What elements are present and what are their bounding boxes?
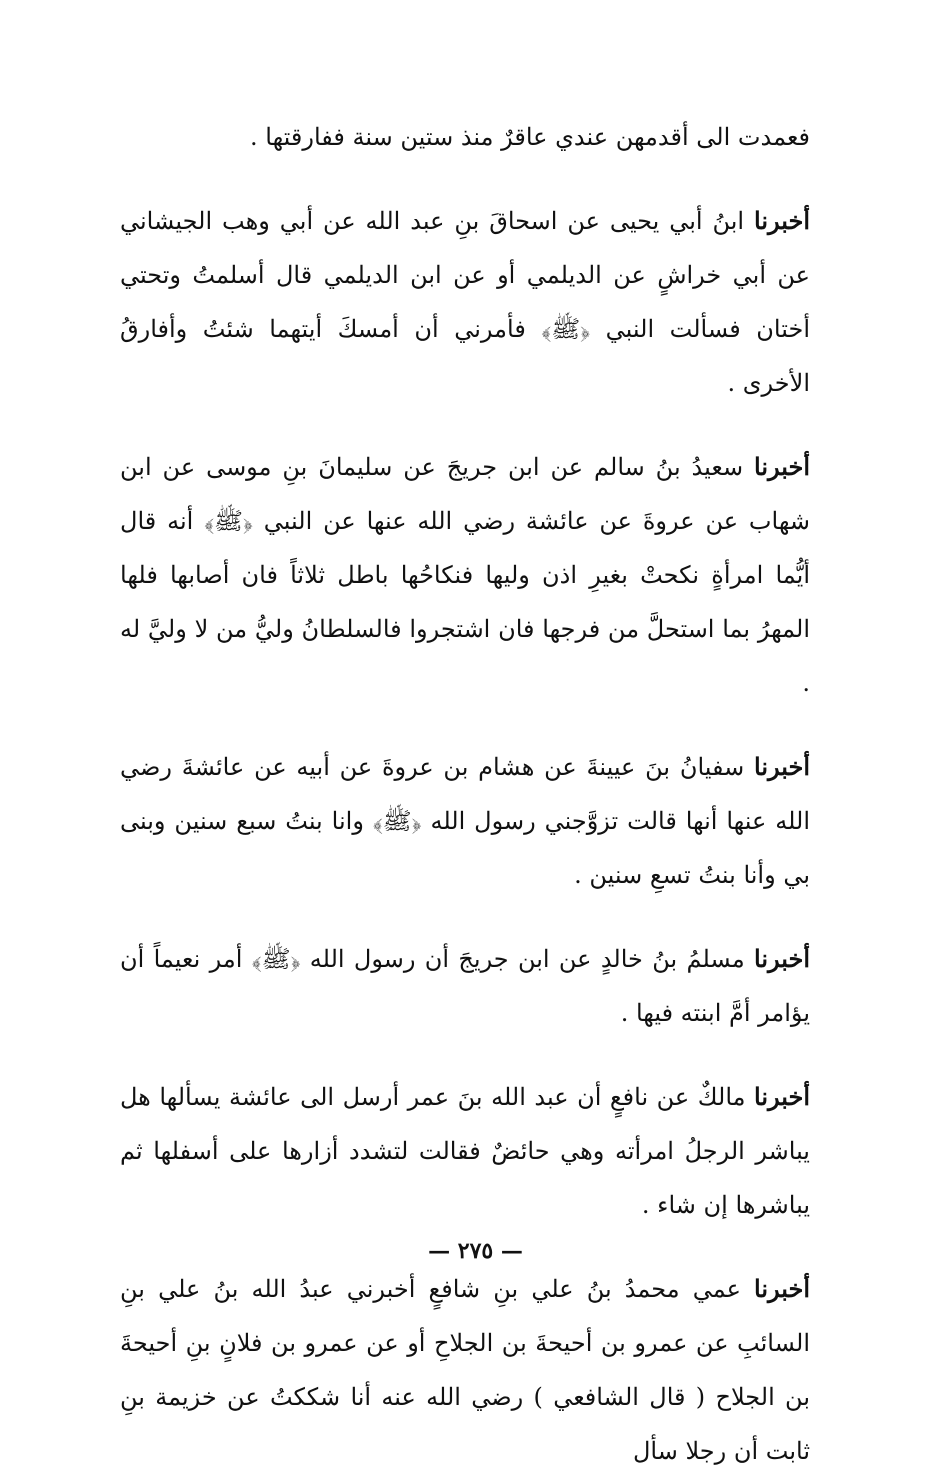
paragraph-lead: أخبرنا (754, 1274, 810, 1303)
paragraph-text: عمي محمدُ بنُ علي بنِ شافعٍ أخبرني عبدُ الله بنُ علي بنِ السائبِ عن عمرو بن أحيحةَ بن الجلاحِ أو عن عمرو بن فلانٍ بنِ أحيحةَ بن الجلاح ( قال الشافعي ) رضي الله عنه أنا شككتُ عن خزيمة بنِ ثابت أن رجلا سأل (120, 1275, 810, 1465)
paragraph (120, 1262, 810, 1478)
paragraph (120, 1070, 810, 1232)
paragraph-lead: أخبرنا (754, 206, 810, 235)
paragraph-text: مالكٌ عن نافعٍ أن عبد الله بنَ عمر أرسل الى عائشة يسألها هل يباشر الرجلُ امرأته وهي حائضٌ فقالت لتشدد أزارها على أسفلها ثم يباشرها إن شاء . (120, 1083, 810, 1219)
page-body (120, 110, 810, 1478)
paragraph (120, 194, 810, 410)
paragraph-text: مسلمُ بنُ خالدٍ عن ابن جريجَ أن رسول الله ﴿ﷺ﴾ أمر نعيماً أن يؤامر أمَّ ابنته فيها . (120, 945, 810, 1027)
paragraph-text: فعمدت الى أقدمهن عندي عاقرٌ منذ ستين سنة ففارقتها . (250, 123, 810, 151)
paragraph (120, 110, 810, 164)
paragraph (120, 740, 810, 902)
paragraph-text: سعيدُ بنُ سالم عن ابن جريجَ عن سليمانَ بنِ موسى عن ابن شهاب عن عروةَ عن عائشة رضي الله عنها عن النبي ﴿ﷺ﴾ أنه قال أيُّما امرأةٍ نكحتْ بغيرِ اذن وليها فنكاحُها باطل ثلاثاً فان أصابها فلها المهرُ بما استحلَّ من فرجها فان اشتجروا فالسلطانُ وليُّ من لا وليَّ له . (120, 453, 810, 697)
paragraph-text: سفيانُ بنَ عيينةَ عن هشام بن عروةَ عن أبيه عن عائشةَ رضي الله عنها أنها قالت تزوَّجني رسول الله ﴿ﷺ﴾ وانا بنتُ سبع سنين وبنى بي وأنا بنتُ تسعِ سنين . (120, 753, 810, 889)
paragraph-lead: أخبرنا (754, 1082, 810, 1111)
paragraph-lead: أخبرنا (754, 944, 810, 973)
paragraph-lead: أخبرنا (754, 452, 810, 481)
paragraph-lead: أخبرنا (754, 752, 810, 781)
page-number: — ٢٧٥ — (428, 1238, 523, 1264)
paragraph (120, 932, 810, 1040)
paragraph (120, 440, 810, 710)
paragraph-text: ابنُ أبي يحيى عن اسحاقَ بنِ عبد الله عن أبي وهب الجيشاني عن أبي خراشٍ عن الديلمي أو عن ابن الديلمي قال أسلمتُ وتحتي أختان فسألت النبي ﴿ﷺ﴾ فأمرني أن أمسكَ أيتهما شئتُ وأفارقُ الأخرى . (120, 207, 810, 397)
